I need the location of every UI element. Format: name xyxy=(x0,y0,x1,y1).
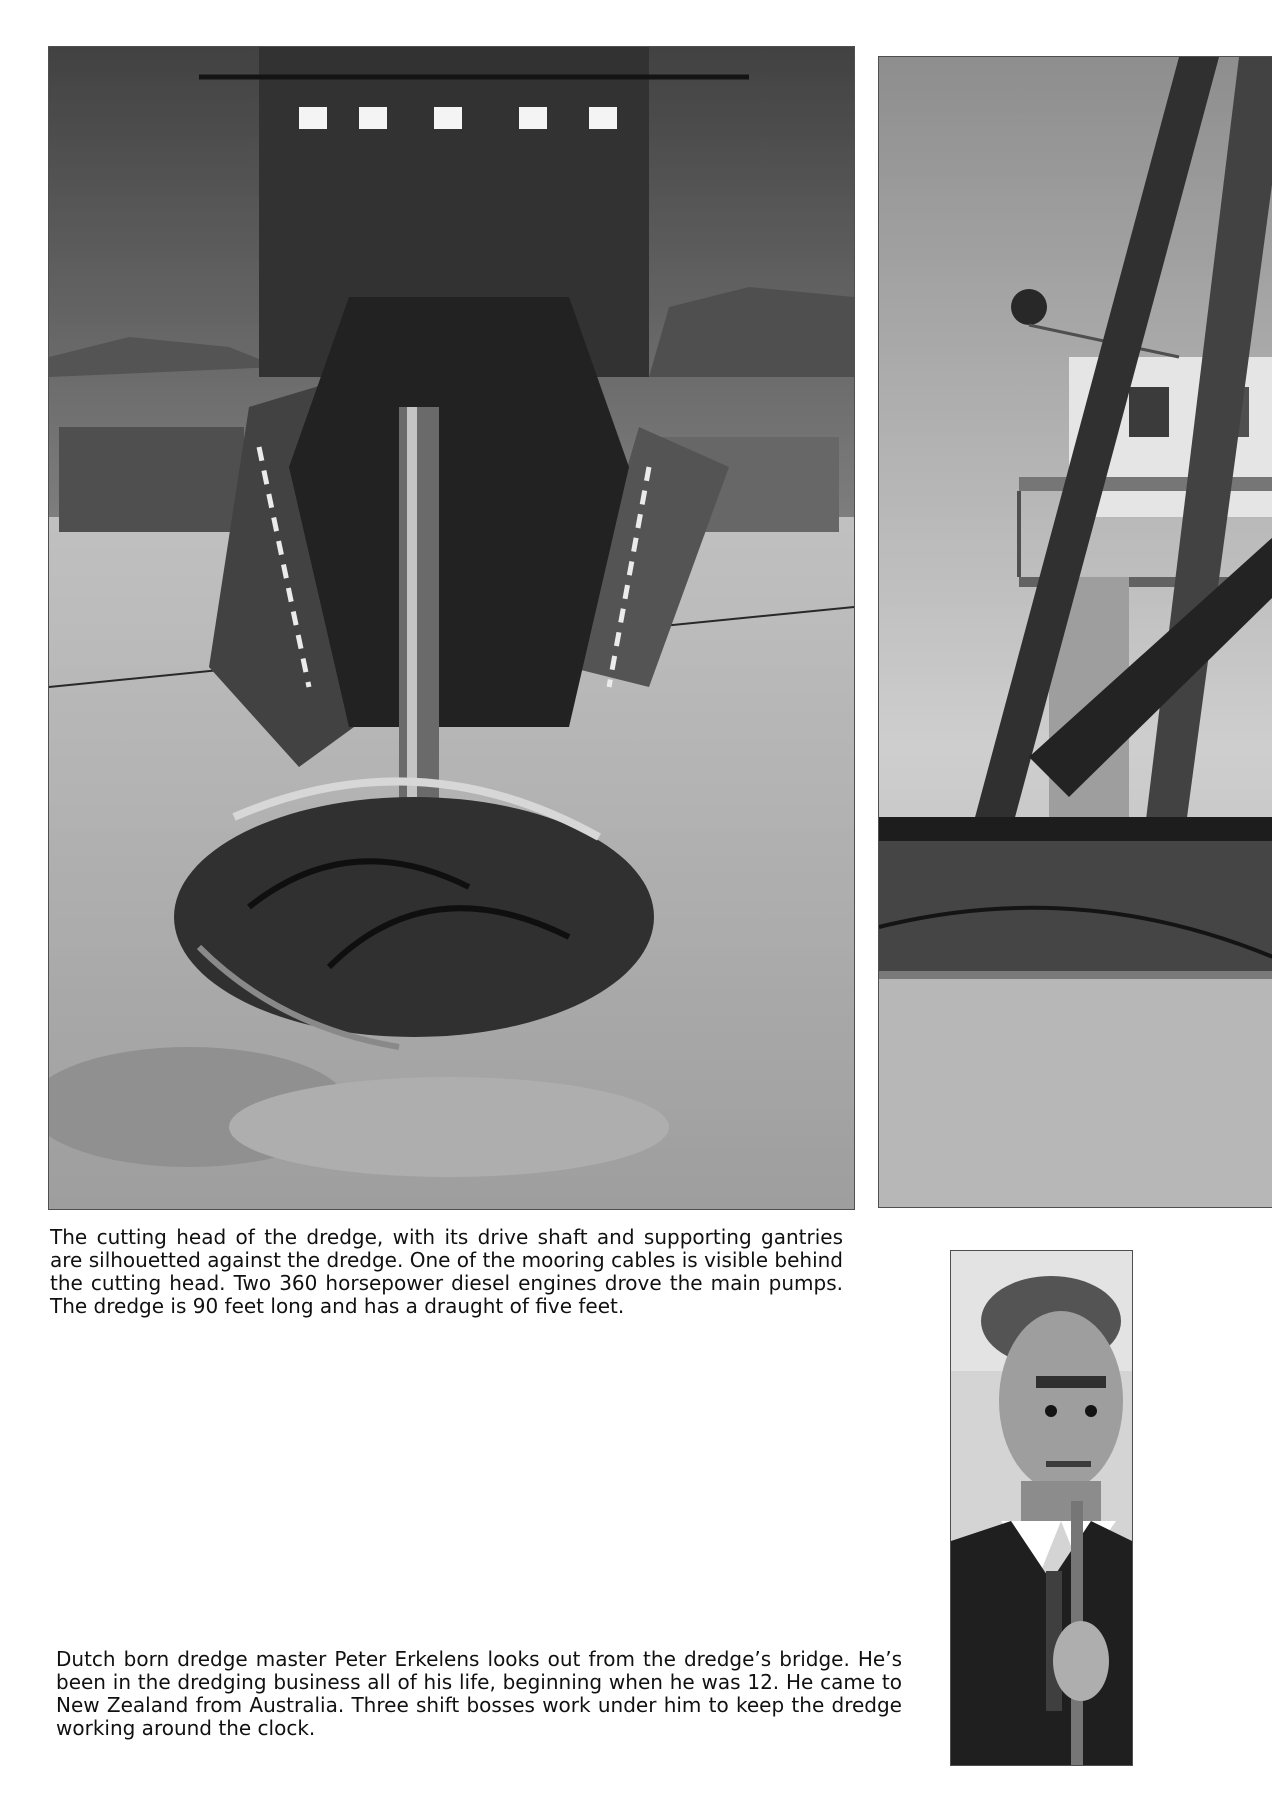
dredge-master-caption: Dutch born dredge master Peter Erkelens looks out from the dredge’s bridge. He’s been in the dredging business all of his life, beginning when he was 12. He came to New Zealand from Australia. Three shift bosses work under him to keep the dredge working around the clock. xyxy=(56,1647,902,1740)
dredge-gantry-photo xyxy=(878,56,1272,1208)
dredge-cutting-head-photo xyxy=(48,46,855,1210)
dredge-master-portrait-photo xyxy=(950,1250,1133,1766)
dredge-photo-caption: The cutting head of the dredge, with its drive shaft and supporting gantries are silhouetted against the dredge. One of the mooring cables is visible behind the cutting head. Two 360 horsepower diesel engines drove the main pumps. The dredge is 90 feet long and has a draught of five feet. xyxy=(50,1225,843,1318)
